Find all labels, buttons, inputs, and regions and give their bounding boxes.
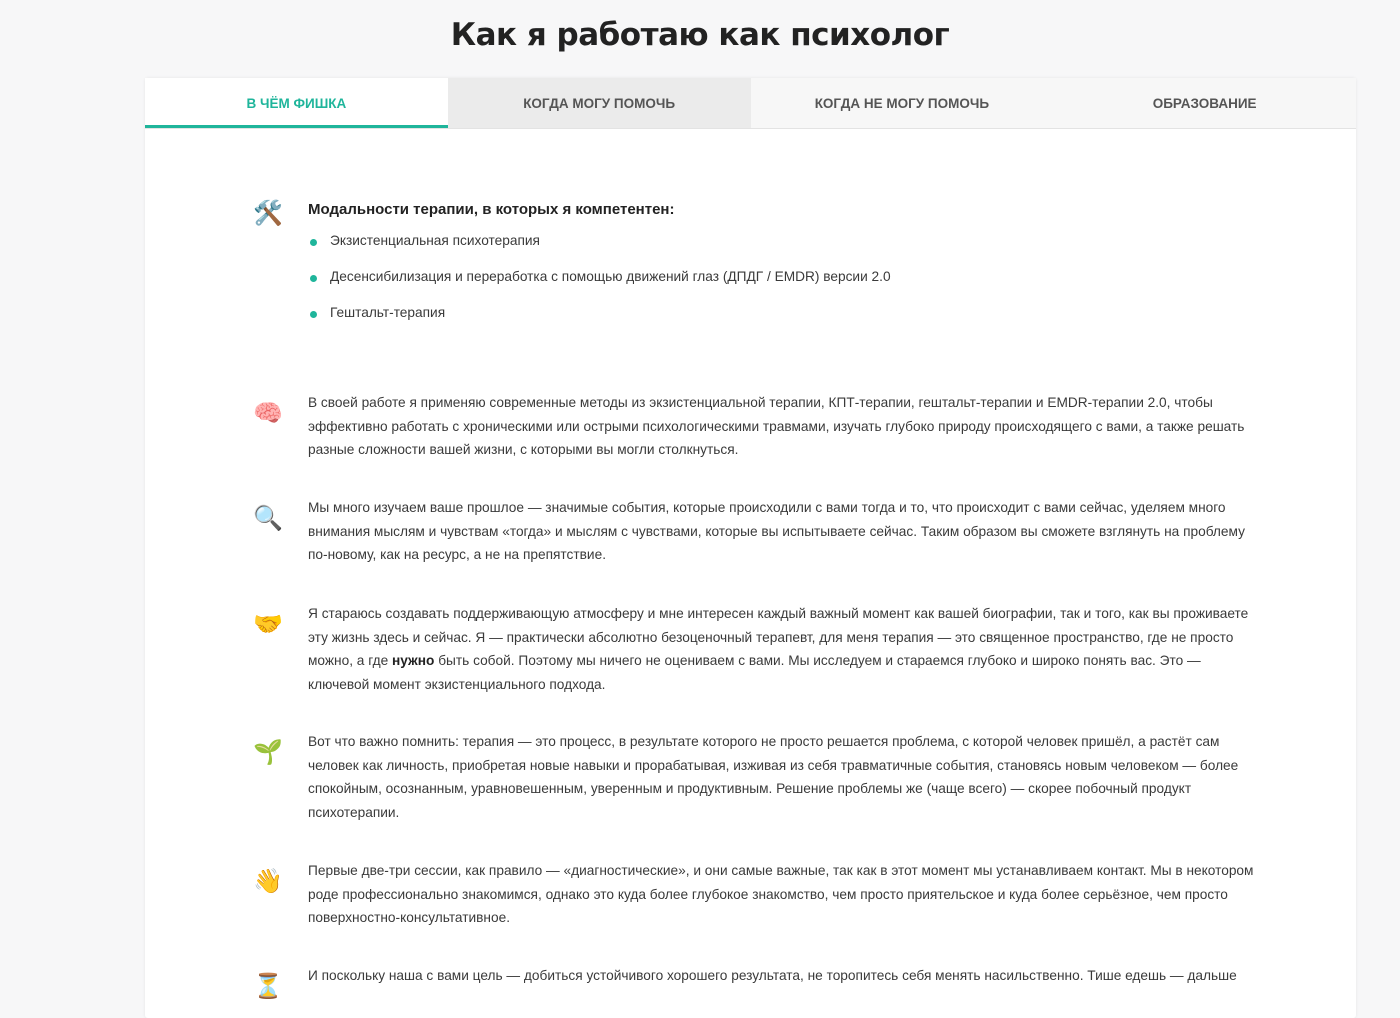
list-item: [308, 223, 1254, 259]
section-text: В своей работе я применяю современные методы из экзистенциальной терапии, КПТ-терапии, гештальт-терапии и EMDR-терапии 2.0, чтобы эффективно работать с хроническими или острыми психологическими травмами, изучать глубоко природу происходящего с вами, а также решать разные сложности вашей жизни, с которыми вы могли столкнуться.: [308, 395, 1245, 457]
tab-when-i-can-help[interactable]: КОГДА МОГУ ПОМОЧЬ: [448, 78, 751, 128]
list-item-label: Десенсибилизация и переработка с помощью движений глаз (ДПДГ / EMDR) версии 2.0: [330, 269, 891, 284]
section-text: Вот что важно помнить: терапия — это процесс, в результате которого не просто решается проблема, с которой человек пришёл, а растёт сам человек как личность, приобретая новые навыки и прорабатывая, изживая из себя травматичные события, становясь новым человеком — более спокойным, осознанным, уравновешенным, уверенным и продуктивным. Решение проблемы же (чаще всего) — скорее побочный продукт психотерапии.: [308, 734, 1239, 820]
tab-what-is-special[interactable]: В ЧЁМ ФИШКА: [145, 78, 448, 128]
tab-bar: [145, 78, 1356, 129]
tab-when-i-cannot-help[interactable]: КОГДА НЕ МОГУ ПОМОЧЬ: [814, 95, 990, 111]
hourglass-icon: ⏳: [253, 972, 283, 1000]
hammer-and-wrench-icon: 🛠️: [253, 199, 283, 227]
page-title: Как я работаю как психолог: [450, 17, 950, 53]
bullet-icon: [310, 239, 317, 246]
handshake-icon: 🤝: [253, 610, 283, 638]
modalities-content: [308, 198, 1254, 331]
section-text: Мы много изучаем ваше прошлое — значимые события, которые происходили с вами тогда и то, что происходит с вами сейчас, уделяем много внимания мыслям и чувствам «тогда» и мыслям с чувствами, которые вы испытываете сейчас. Таким образом вы сможете взглянуть на проблему по-новому, как на ресурс, а не на препятствие.: [308, 500, 1245, 562]
section-text: [308, 602, 1254, 696]
section-text-part: Я стараюсь создавать поддерживающую атмосферу и мне интересен каждый важный момент как вашей биографии, так и того, как вы проживаете эту жизнь здесь и сейчас. Я — практически абсолютно безоценочный терапевт, для меня терапия — это священное пространство, где не просто можно, а где: [308, 606, 1249, 668]
bullet-icon: [310, 275, 317, 282]
magnifying-glass-icon: 🔍: [253, 504, 283, 532]
list-item: [308, 295, 1254, 331]
list-item-label: Гештальт-терапия: [330, 305, 446, 320]
list-item: [308, 259, 1254, 295]
waving-hand-icon: 👋: [253, 867, 283, 895]
seedling-icon: 🌱: [253, 738, 283, 766]
list-item-label: Экзистенциальная психотерапия: [330, 233, 540, 248]
section-text-part: быть собой. Поэтому мы ничего не оцениваем с вами. Мы исследуем и стараемся глубоко и широко понять вас. Это — ключевой момент экзистенциального подхода.: [308, 653, 1201, 692]
modalities-heading: Модальности терапии, в которых я компетентен:: [308, 201, 675, 218]
bullet-icon: [310, 311, 317, 318]
brain-icon: 🧠: [253, 399, 283, 427]
modalities-list: [308, 223, 1254, 331]
section-text: И поскольку наша с вами цель — добиться устойчивого хорошего результата, не торопитесь себя менять насильственно. Тише едешь — дальше: [308, 968, 1237, 983]
emphasis-text: нужно: [392, 653, 435, 668]
tab-education[interactable]: ОБРАЗОВАНИЕ: [1152, 95, 1257, 111]
tabs-card: [145, 78, 1356, 1018]
section-text: Первые две-три сессии, как правило — «диагностические», и они самые важные, так как в этот момент мы устанавливаем контакт. Мы в некотором роде профессионально знакомимся, однако это куда более глубокое знакомство, чем просто приятельское и куда более серьёзное, чем просто поверхностно-консультативное.: [308, 863, 1254, 925]
